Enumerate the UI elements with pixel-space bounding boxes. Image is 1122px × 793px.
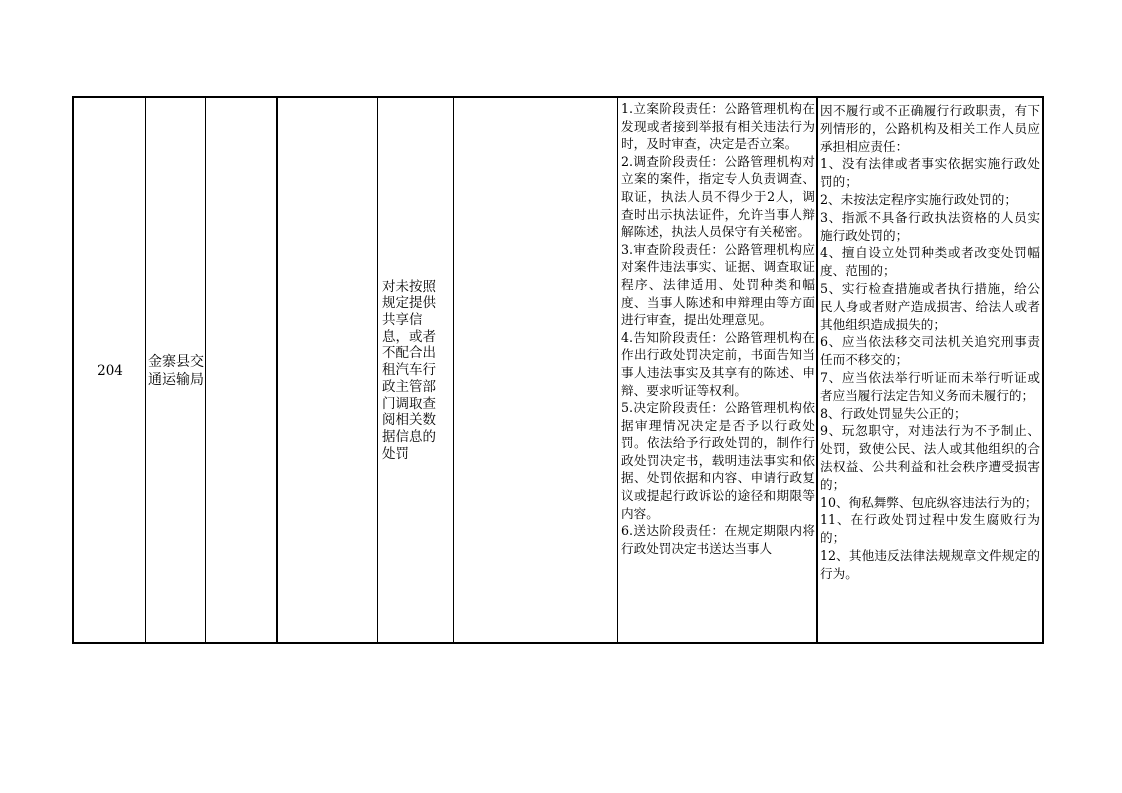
- liability-paragraph: 因不履行或不正确履行行政职责，有下列情形的，公路机构及相关工作人员应承担相应责任：: [820, 103, 1040, 154]
- seq-number: 204: [97, 362, 123, 379]
- item-name: 对未按照规定提供共享信息，或者不配合出租汽车行政主管部门调取查阅相关数据信息的处罚: [382, 278, 436, 462]
- item-cell: [380, 98, 452, 643]
- duty-paragraph: 5.决定阶段责任：公路管理机构依据审理情况决定是否予以行政处罚。依法给予行政处罚的，制作行政处罚决定书，载明违法事实和依据、处罚依据和内容、申请行政复议或提起行政诉讼的途径和期限等内容。: [621, 400, 815, 521]
- liability-paragraph: 11、在行政处罚过程中发生腐败行为的；: [820, 512, 1040, 546]
- duty-text: [621, 100, 815, 557]
- column-divider: [617, 96, 618, 644]
- duty-cell: [619, 98, 816, 643]
- duty-paragraph: 4.告知阶段责任：公路管理机构在作出行政处罚决定前，书面告知当事人违法事实及其享有的陈述、申辩、要求听证等权利。: [621, 329, 815, 398]
- dept-cell: [147, 98, 205, 643]
- liability-paragraph: 5、实行检查措施或者执行措施，给公民人身或者财产造成损害、给法人或者其他组织造成损失的；: [820, 280, 1040, 332]
- dept-name: 金寨县交通运输局: [148, 353, 204, 388]
- seq-cell: [74, 98, 146, 643]
- liability-paragraph: 2、未按法定程序实施行政处罚的；: [820, 191, 1017, 207]
- duty-paragraph: 1.立案阶段责任：公路管理机构在发现或者接到举报有相关违法行为时，及时审查，决定是否立案。: [621, 101, 815, 152]
- duty-paragraph: 3.审查阶段责任：公路管理机构应对案件违法事实、证据、调查取证程序、法律适用、处罚种类和幅度、当事人陈述和申辩理由等方面进行审查，提出处理意见。: [621, 241, 815, 328]
- liability-paragraph: 7、应当依法举行听证而未举行听证或者应当履行法定告知义务而未履行的；: [820, 369, 1040, 403]
- duty-paragraph: 2.调查阶段责任：公路管理机构对立案的案件，指定专人负责调查、取证，执法人员不得少于2人，调查时出示执法证件，允许当事人辩解陈述，执法人员保守有关秘密。: [621, 153, 815, 240]
- column-divider: [205, 96, 206, 644]
- liability-paragraph: 9、玩忽职守，对违法行为不予制止、处罚，致使公民、法人或其他组织的合法权益、公共利益和社会秩序遭受损害的；: [820, 423, 1040, 492]
- duty-paragraph: 6.送达阶段责任：在规定期限内将行政处罚决定书送达当事人: [621, 523, 815, 556]
- liability-paragraph: 12、其他违反法律法规规章文件规定的行为。: [820, 547, 1040, 581]
- liability-paragraph: 4、擅自设立处罚种类或者改变处罚幅度、范围的；: [820, 245, 1040, 279]
- liability-cell: [818, 98, 1042, 643]
- liability-text: [820, 102, 1040, 583]
- liability-paragraph: 6、应当依法移交司法机关追究刑事责任而不移交的；: [820, 334, 1040, 368]
- column-divider: [377, 96, 378, 644]
- liability-paragraph: 1、没有法律或者事实依据实施行政处罚的；: [820, 156, 1040, 190]
- liability-paragraph: 3、指派不具备行政执法资格的人员实施行政处罚的；: [820, 209, 1040, 243]
- liability-paragraph: 8、行政处罚显失公正的；: [820, 405, 967, 421]
- liability-paragraph: 10、徇私舞弊、包庇纵容违法行为的；: [820, 494, 1038, 510]
- column-divider: [276, 96, 278, 644]
- column-divider: [453, 96, 454, 644]
